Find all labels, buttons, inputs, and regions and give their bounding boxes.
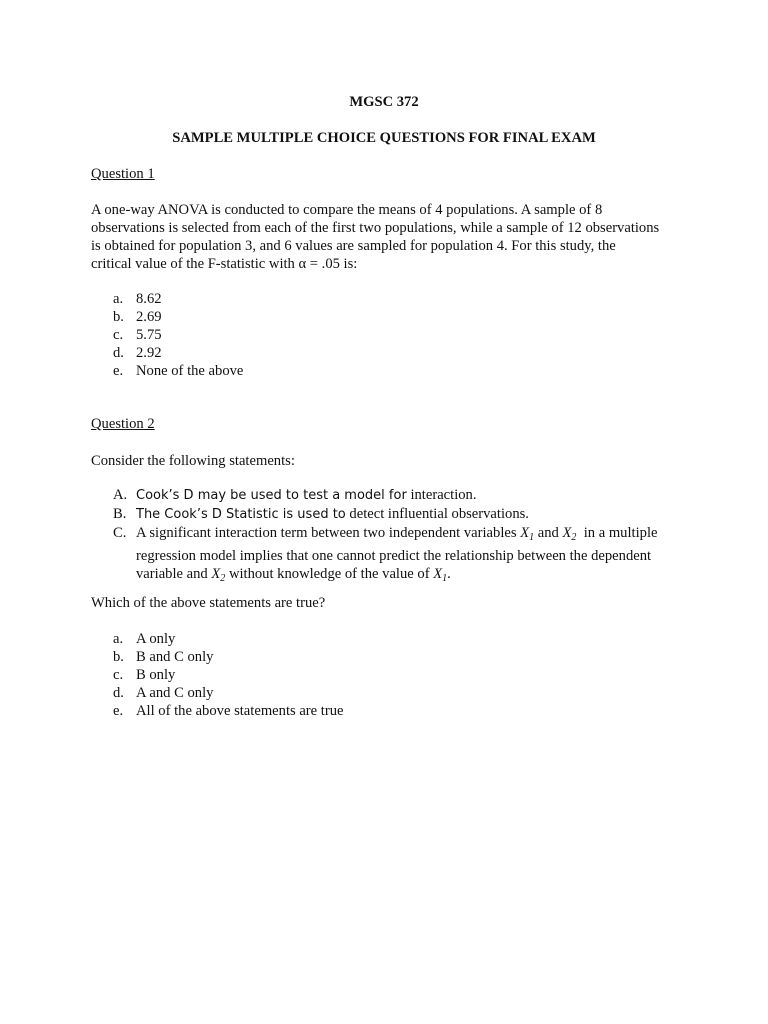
statement-c-line-3 [136,565,657,588]
variable-subscript: 2 [571,532,577,543]
question-1-line: is obtained for population 3, and 6 values are sampled for population 4. For this study, the [91,238,616,254]
statement-text [136,524,657,588]
statement-marker: B. [113,506,127,522]
course-code: MGSC 372 [349,94,419,110]
question-1-line: observations is selected from each of the first two populations, while a sample of 12 observations [91,220,660,236]
statement-c-text: variable and [136,566,212,582]
option-text: 2.92 [136,345,162,361]
statement-text-serif: interaction. [406,487,477,503]
option-text: A and C only [136,685,214,701]
option-text: None of the above [136,363,244,379]
variable-x2 [562,525,576,541]
option-marker: b. [113,649,124,665]
statement-c-text: without knowledge of the value of [225,566,434,582]
option-marker: e. [113,363,124,379]
option-marker: c. [113,327,124,343]
option-text: 2.69 [136,309,162,325]
statement-c-text: A significant interaction term between two independent variables [136,525,521,541]
statement-c-text: in a multiple [576,525,658,541]
variable-letter: X [211,566,221,582]
statement-c-text: and [534,525,563,541]
question-2-intro: Consider the following statements: [91,453,295,469]
option-marker: b. [113,309,124,325]
statement-c-line-1 [136,524,657,547]
option-marker: a. [113,291,124,307]
statement-marker: A. [113,487,128,503]
statement-text [136,505,657,524]
option-marker: d. [113,345,124,361]
variable-letter: X [520,525,530,541]
document-title: SAMPLE MULTIPLE CHOICE QUESTIONS FOR FINAL EXAM [172,130,596,146]
variable-x1 [433,566,447,582]
option-text: A only [136,631,176,647]
question-2-statements [91,486,657,588]
option-marker: e. [113,703,124,719]
variable-subscript: 1 [442,573,448,584]
statement-text-serif: detect influential observations. [345,506,529,522]
question-1-text [91,201,691,273]
question-1-line: critical value of the F-statistic with α = .05 is: [91,256,358,272]
option-marker: c. [113,667,124,683]
option-text: 8.62 [136,291,162,307]
question-1-line: A one-way ANOVA is conducted to compare the means of 4 populations. A sample of 8 [91,202,603,218]
option-text: B and C only [136,649,214,665]
statement-a [91,486,657,505]
variable-subscript: 2 [220,573,226,584]
question-1-heading: Question 1 [91,166,155,182]
option-text: 5.75 [136,327,162,343]
option-marker: a. [113,631,124,647]
statement-c [91,524,657,588]
statement-marker: C. [113,525,127,541]
statement-b [91,505,657,524]
variable-x2 [211,566,225,582]
option-marker: d. [113,685,124,701]
option-text: All of the above statements are true [136,703,344,719]
statement-text-sans: Cook’s D may be used to test a model for [136,488,407,503]
question-2-heading: Question 2 [91,416,155,432]
statement-c-text: . [447,566,451,582]
variable-x1 [520,525,534,541]
statement-text [136,486,657,505]
option-text: B only [136,667,176,683]
variable-letter: X [433,566,443,582]
variable-letter: X [562,525,572,541]
variable-subscript: 1 [529,532,535,543]
statement-c-line-2: regression model implies that one cannot predict the relationship between the dependent [136,548,652,564]
statement-text-sans: The Cook’s D Statistic is used to [136,507,346,522]
question-2-prompt: Which of the above statements are true? [91,595,326,611]
